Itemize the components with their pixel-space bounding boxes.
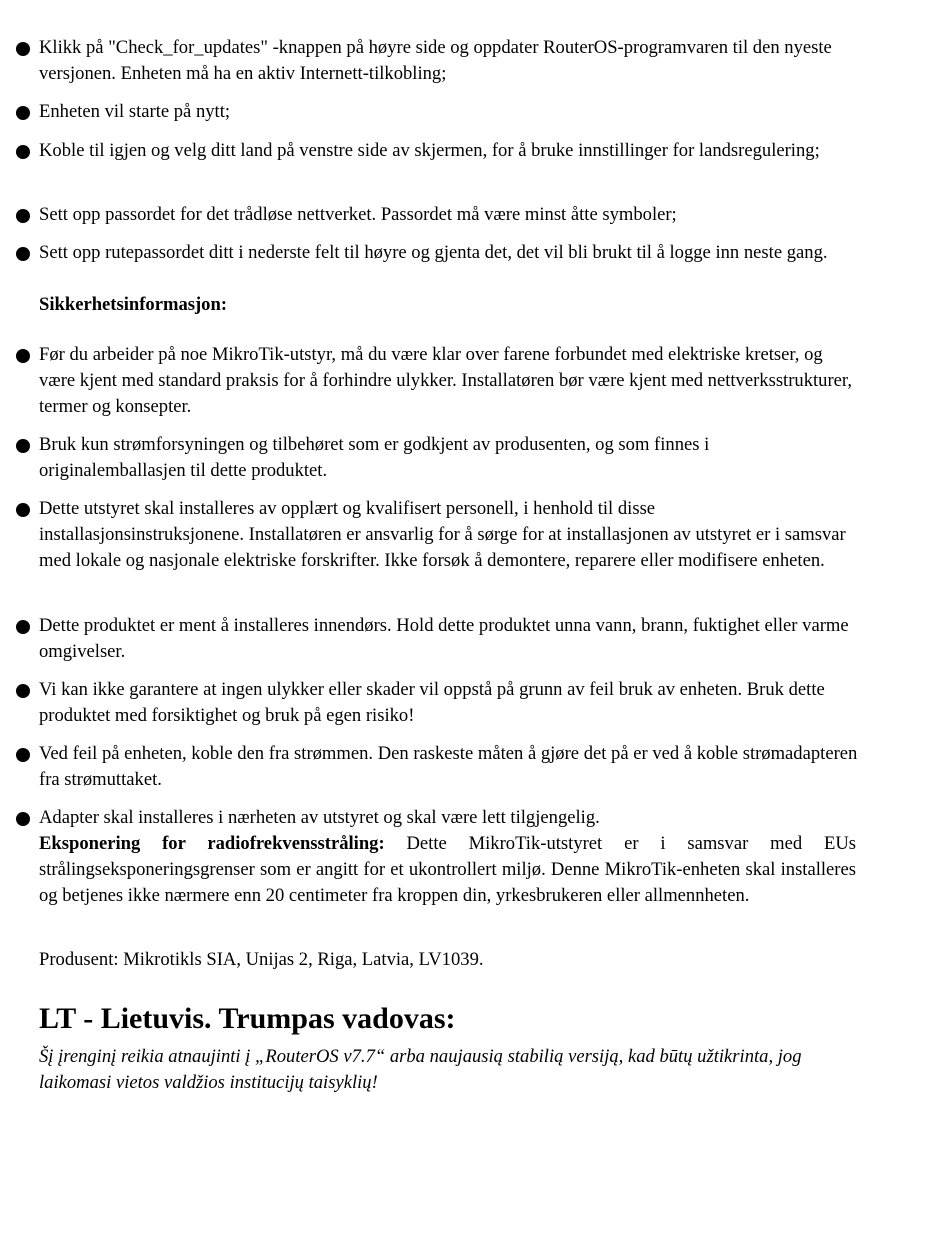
bullet-icon bbox=[16, 145, 30, 159]
rf-exposure-paragraph bbox=[39, 831, 856, 909]
list-item bbox=[39, 138, 859, 164]
setup-step-text: Enheten vil starte på nytt; bbox=[39, 101, 231, 122]
list-item bbox=[39, 741, 859, 793]
list-item bbox=[39, 99, 859, 125]
manufacturer-line: Produsent: Mikrotikls SIA, Unijas 2, Riga, Latvia, LV1039. bbox=[39, 949, 484, 970]
setup-step-text: Sett opp rutepassordet ditt i nederste felt til høyre og gjenta det, det vil bli brukt til å logge inn neste gang. bbox=[39, 242, 828, 263]
rf-exposure-label: Eksponering for radiofrekvensstråling: bbox=[39, 833, 385, 854]
safety-item-text: Adapter skal installeres i nærheten av utstyret og skal være lett tilgjengelig. bbox=[39, 807, 600, 828]
bullet-icon bbox=[16, 439, 30, 453]
safety-item-text: Vi kan ikke garantere at ingen ulykker eller skader vil oppstå på grunn av feil bruk av enheten. Bruk dette produktet med forsiktighet og bruk på egen risiko! bbox=[39, 679, 825, 726]
safety-item-text: Dette utstyret skal installeres av opplært og kvalifisert personell, i henhold til disse installasjonsinstruksjonene. Installatøren er ansvarlig for å sørge for at installasjonen av utstyret er i samsvar med lokale og nasjonale elektriske forskrifter. Ikke forsøk å demontere, reparere eller modifisere enheten. bbox=[39, 498, 846, 571]
list-item bbox=[39, 613, 859, 665]
list-item bbox=[39, 342, 859, 420]
safety-item-text: Ved feil på enheten, koble den fra strømmen. Den raskeste måten å gjøre det på er ved å koble strømadapteren fra strømuttaket. bbox=[39, 743, 858, 790]
safety-heading: Sikkerhetsinformasjon: bbox=[39, 294, 228, 315]
list-item bbox=[39, 240, 859, 266]
bullet-icon bbox=[16, 106, 30, 120]
setup-step-text: Klikk på "Check_for_updates" -knappen på høyre side og oppdater RouterOS-programvaren til den nyeste versjonen. Enheten må ha en aktiv Internett-tilkobling; bbox=[39, 37, 832, 84]
list-item bbox=[39, 496, 859, 574]
bullet-icon bbox=[16, 620, 30, 634]
setup-step-text: Sett opp passordet for det trådløse nettverket. Passordet må være minst åtte symboler; bbox=[39, 204, 677, 225]
bullet-icon bbox=[16, 42, 30, 56]
list-item bbox=[39, 202, 859, 228]
bullet-icon bbox=[16, 349, 30, 363]
setup-step-text: Koble til igjen og velg ditt land på venstre side av skjermen, for å bruke innstillinger for landsregulering; bbox=[39, 140, 820, 161]
safety-item-text: Før du arbeider på noe MikroTik-utstyr, må du være klar over farene forbundet med elektriske kretser, og være kjent med standard praksis for å forhindre ulykker. Installatøren bør være kjent med nettverksstrukturer, termer og konsepter. bbox=[39, 344, 853, 417]
bullet-icon bbox=[16, 503, 30, 517]
rf-exposure-text: Dette MikroTik-utstyret er i samsvar med EUs strålingseksponeringsgrenser som er angitt for et ukontrollert miljø. Denne MikroTik-enheten skal installeres og betjenes ikke nærmere enn 20 centimeter fra kroppen din, yrkesbrukeren eller allmennheten. bbox=[39, 833, 856, 906]
bullet-icon bbox=[16, 209, 30, 223]
bullet-icon bbox=[16, 748, 30, 762]
list-item bbox=[39, 677, 859, 729]
lt-section-intro: Šį įrenginį reikia atnaujinti į „RouterOS v7.7“ arba naujausią stabilią versiją, kad būtų užtikrinta, jog laikomasi vietos valdžios institucijų taisyklių! bbox=[39, 1046, 802, 1093]
bullet-icon bbox=[16, 812, 30, 826]
list-item bbox=[39, 805, 859, 831]
safety-item-text: Bruk kun strømforsyningen og tilbehøret som er godkjent av produsenten, og som finnes i originalemballasjen til dette produktet. bbox=[39, 434, 710, 481]
list-item bbox=[39, 432, 859, 484]
safety-item-text: Dette produktet er ment å installeres innendørs. Hold dette produktet unna vann, brann, fuktighet eller varme omgivelser. bbox=[39, 615, 849, 662]
list-item bbox=[39, 35, 859, 87]
lt-section-heading: LT - Lietuvis. Trumpas vadovas: bbox=[39, 1002, 456, 1035]
bullet-icon bbox=[16, 684, 30, 698]
bullet-icon bbox=[16, 247, 30, 261]
